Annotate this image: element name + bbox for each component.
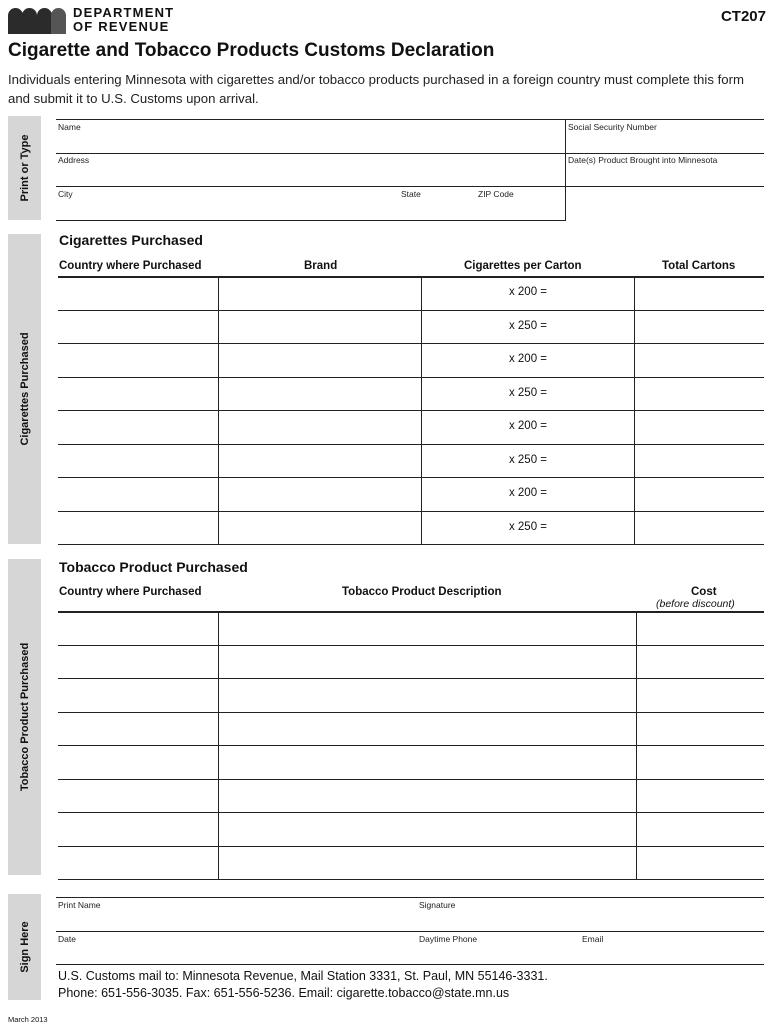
table-column-rule [421,276,422,544]
table-row-rule [58,779,764,780]
tob-cost-cell[interactable] [638,814,763,844]
tob-country-cell[interactable] [59,848,217,878]
sign-here-tab [8,894,41,1000]
signature-field[interactable]: Signature [419,900,456,910]
cig-multiplier: x 200 = [508,420,548,432]
form-number: CT207 [720,8,766,25]
table-row-rule [58,377,764,378]
tob-country-cell[interactable] [59,680,217,710]
revision-date: March 2013 [8,1015,48,1024]
cig-brand-cell[interactable] [220,312,420,342]
tob-country-cell[interactable] [59,613,217,643]
date-field[interactable]: Date [58,934,76,944]
table-column-rule [218,276,219,544]
dept-line-2: OF REVENUE [73,19,170,34]
table-row-rule [58,645,764,646]
tobacco-heading: Tobacco Product Purchased [59,559,248,575]
cig-col-total: Total Cartons [662,260,736,272]
cig-brand-cell[interactable] [220,379,420,409]
cig-total-cell[interactable] [636,412,763,442]
cig-total-cell[interactable] [636,345,763,375]
tob-cost-cell[interactable] [638,680,763,710]
intro-text: Individuals entering Minnesota with cigarettes and/or tobacco products purchased in a foreign country must complete this form and submit it to U.S. Customs upon arrival. [8,72,744,106]
table-row-rule [58,745,764,746]
zip-field[interactable]: ZIP Code [478,189,514,199]
footer [58,968,548,1002]
cig-total-cell[interactable] [636,479,763,509]
footer-mail: U.S. Customs mail to: Minnesota Revenue, Mail Station 3331, St. Paul, MN 55146-3331. [58,969,548,983]
table-row-rule [58,812,764,813]
table-row-rule [58,544,764,545]
table-row-rule [58,879,764,880]
tob-desc-cell[interactable] [220,848,635,878]
cig-country-cell[interactable] [59,479,217,509]
cig-brand-cell[interactable] [220,345,420,375]
print-or-type-label: Print or Type [18,134,31,202]
tob-cost-cell[interactable] [638,714,763,744]
footer-contact: Phone: 651-556-3035. Fax: 651-556-5236. Email: cigarette.tobacco@state.mn.us [58,986,510,1000]
cig-brand-cell[interactable] [220,412,420,442]
cig-multiplier: x 200 = [508,353,548,365]
cig-total-cell[interactable] [636,513,763,543]
tob-desc-cell[interactable] [220,680,635,710]
dates-field[interactable]: Date(s) Product Brought into Minnesota [568,155,718,165]
city-field[interactable]: City [58,189,73,199]
table-row-rule [58,712,764,713]
address-field[interactable]: Address [58,155,90,165]
table-row-rule [58,310,764,311]
cig-col-per-carton: Cigarettes per Carton [464,260,582,272]
tob-col-country: Country where Purchased [59,586,202,598]
mn-revenue-logo [8,6,186,36]
tob-desc-cell[interactable] [220,647,635,677]
tob-desc-cell[interactable] [220,781,635,811]
table-column-rule [218,611,219,879]
tob-desc-cell[interactable] [220,747,635,777]
table-row-rule [58,343,764,344]
table-row-rule [58,511,764,512]
phone-field[interactable]: Daytime Phone [419,934,478,944]
table-row-rule [58,444,764,445]
print-or-type-tab [8,116,41,220]
tob-desc-cell[interactable] [220,714,635,744]
cigarettes-tab [8,234,41,544]
cigarettes-tab-label: Cigarettes Purchased [18,332,31,446]
tobacco-tab-label: Tobacco Product Purchased [18,642,31,792]
name-field[interactable]: Name [58,122,81,132]
tob-desc-cell[interactable] [220,613,635,643]
cig-country-cell[interactable] [59,379,217,409]
cig-country-cell[interactable] [59,412,217,442]
cig-country-cell[interactable] [59,345,217,375]
tob-cost-cell[interactable] [638,647,763,677]
dept-line-1: DEPARTMENT [73,5,175,20]
print-name-field[interactable]: Print Name [58,900,101,910]
cig-multiplier: x 200 = [508,286,548,298]
cig-multiplier: x 250 = [508,386,548,399]
cig-brand-cell[interactable] [220,479,420,509]
tob-country-cell[interactable] [59,747,217,777]
cig-multiplier: x 200 = [508,487,548,499]
tob-country-cell[interactable] [59,781,217,811]
tob-cost-cell[interactable] [638,781,763,811]
cig-total-cell[interactable] [636,446,763,476]
tob-cost-cell[interactable] [638,747,763,777]
state-field[interactable]: State [401,189,421,199]
cig-col-country: Country where Purchased [59,260,202,272]
cig-multiplier: x 250 = [508,453,548,466]
table-row-rule [58,678,764,679]
sign-here-label: Sign Here [18,921,31,973]
cig-brand-cell[interactable] [220,446,420,476]
email-field[interactable]: Email [582,934,604,944]
cig-country-cell[interactable] [59,312,217,342]
cig-country-cell[interactable] [59,446,217,476]
tob-country-cell[interactable] [59,714,217,744]
cig-total-cell[interactable] [636,379,763,409]
cig-total-cell[interactable] [636,312,763,342]
table-column-rule [634,276,635,544]
cigarettes-heading: Cigarettes Purchased [59,232,203,248]
tob-country-cell[interactable] [59,647,217,677]
table-column-rule [636,611,637,879]
tob-col-desc: Tobacco Product Description [342,586,502,598]
cig-total-cell[interactable] [636,278,763,308]
table-row-rule [58,410,764,411]
tob-col-cost-sub: (before discount) [656,598,735,610]
cig-multiplier: x 250 = [508,520,548,533]
cig-multiplier: x 250 = [508,319,548,332]
tob-cost-cell[interactable] [638,613,763,643]
tob-country-cell[interactable] [59,814,217,844]
cig-brand-cell[interactable] [220,513,420,543]
table-row-rule [58,477,764,478]
page-title: Cigarette and Tobacco Products Customs Declaration [8,40,495,61]
tob-desc-cell[interactable] [220,814,635,844]
tobacco-tab [8,559,41,875]
mn-logo-icon [8,8,66,34]
tob-col-cost: Cost [691,586,717,598]
ssn-field[interactable]: Social Security Number [568,122,657,132]
tob-cost-cell[interactable] [638,848,763,878]
cig-brand-cell[interactable] [220,278,420,308]
cig-country-cell[interactable] [59,278,217,308]
cig-country-cell[interactable] [59,513,217,543]
cig-col-brand: Brand [304,260,338,272]
table-row-rule [58,846,764,847]
